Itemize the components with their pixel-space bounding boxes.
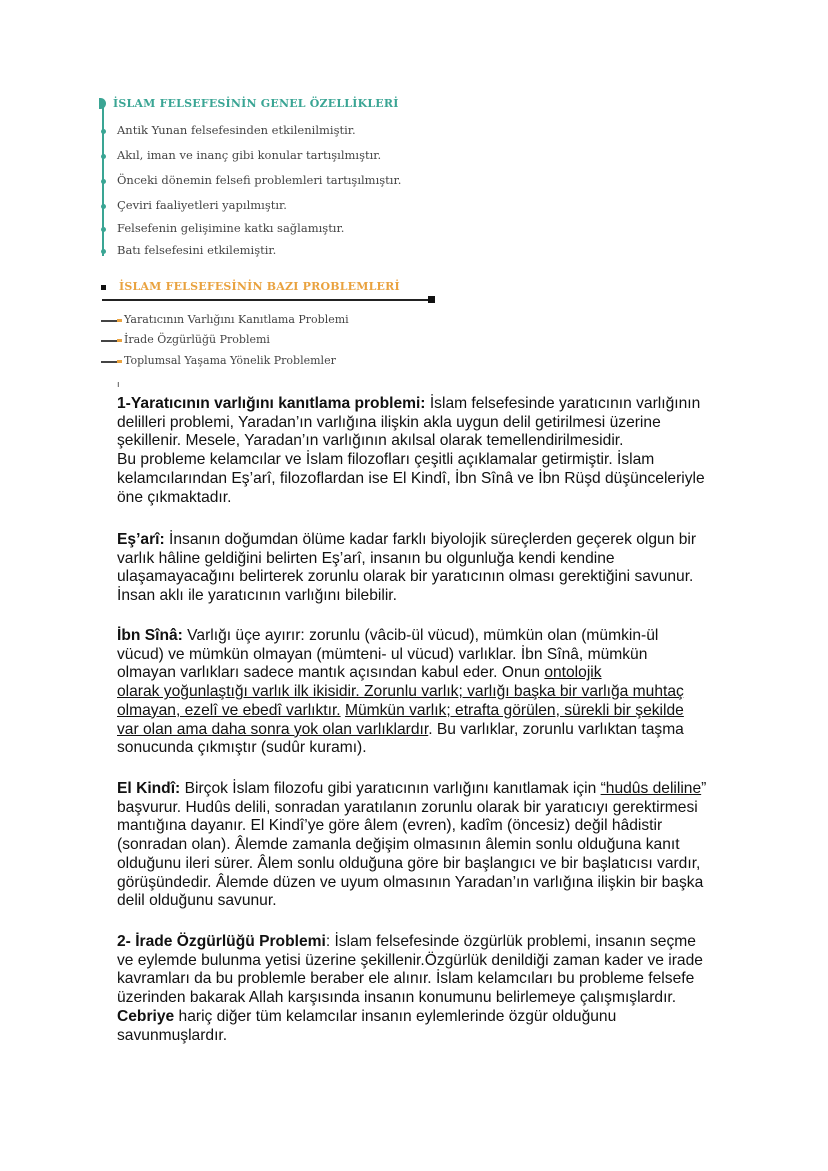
bold-term: 2- İrade Özgürlüğü Problemi xyxy=(117,933,326,950)
bullet-dot-icon xyxy=(101,179,106,184)
square-bullet-icon xyxy=(101,285,106,290)
underlined-text: “hudûs deliline xyxy=(600,780,702,797)
dash-icon xyxy=(101,361,118,363)
text-segment: ulaşamayacağını belirterek zorunlu olarak bir yaratıcının olması gerektiğini savunur. xyxy=(117,568,694,586)
feature-item: Batı felsefesini etkilemiştir. xyxy=(117,243,277,257)
text-segment: mantığına dayanır. El Kindî’ye göre âlem (evren), kadîm (öncesiz) değil hâdistir xyxy=(117,817,663,835)
text-segment: Varlığı üçe ayırır: zorunlu (vâcib-ül vücud), mümkün olan (mümkin-ül xyxy=(182,627,659,644)
text-segment: başvurur. Hudûs delili, sonradan yaratılanın zorunlu olarak bir yaratıcıyı gerektirmesi xyxy=(117,798,698,816)
bullet-dot-icon xyxy=(101,204,106,209)
orange-dot-icon xyxy=(117,319,122,322)
text-segment: ” xyxy=(701,780,707,797)
text-segment: Birçok İslam filozofu gibi yaratıcının varlığını kanıtlamak için xyxy=(180,780,601,797)
text-segment: olmayan varlıkları sadece mantık açısından kabul eder. Onun xyxy=(117,664,545,682)
text-segment: kavramları da bu problemle beraber ele alınır. İslam kelamcıları bu probleme felsefe xyxy=(117,970,695,988)
text-segment: kelamcılarından Eş’arî, filozoflardan ise El Kindî, İbn Sînâ ve İbn Rüşd düşünceleriyle xyxy=(117,469,705,487)
text-line xyxy=(117,702,684,721)
underlined-text: olmayan, ezelî ve ebedî varlıktır. xyxy=(117,701,341,719)
text-line xyxy=(117,646,684,665)
text-line xyxy=(117,952,703,971)
bold-term: 1-Yaratıcının varlığını kanıtlama problemi: xyxy=(117,395,426,412)
text-segment: ve eylemde bulunma yetisi üzerine şekillenir.Özgürlük denildiği zaman kader ve irade xyxy=(117,951,703,969)
text-line xyxy=(117,395,705,414)
dash-icon xyxy=(101,320,118,322)
text-line xyxy=(117,799,706,818)
text-line xyxy=(117,414,705,433)
bullet-dot-icon xyxy=(101,249,106,254)
text-segment: . Bu varlıklar, zorunlu varlıktan taşma xyxy=(428,720,684,738)
stray-mark: ı xyxy=(117,379,120,389)
text-line xyxy=(117,780,706,799)
text-segment: İslam felsefesinde yaratıcının varlığının xyxy=(425,395,701,412)
text-line xyxy=(117,683,684,702)
text-segment: hariç diğer tüm kelamcılar insanın eylemlerinde özgür olduğunu xyxy=(174,1007,617,1025)
text-segment: delilleri problemi, Yaradan’ın varlığına ilişkin akla uygun delil getirilmesi üzerine xyxy=(117,413,661,431)
text-line xyxy=(117,470,705,489)
bullet-dot-icon xyxy=(101,129,106,134)
feature-item: Akıl, iman ve inanç gibi konular tartışılmıştır. xyxy=(117,148,382,162)
text-line xyxy=(117,627,684,646)
text-line xyxy=(117,739,684,758)
orange-dot-icon xyxy=(117,339,122,342)
text-line xyxy=(117,1027,703,1046)
divider xyxy=(102,299,430,301)
text-segment: savunmuşlardır. xyxy=(117,1026,228,1044)
text-line xyxy=(117,817,706,836)
text-segment: görüşündedir. Âlemde düzen ve uyum olmasının Yaradan’ın varlığına ilişkin bir başka xyxy=(117,873,704,891)
text-segment: İnsan aklı ile yaratıcının varlığını bilebilir. xyxy=(117,587,397,605)
text-segment: : İslam felsefesinde özgürlük problemi, insanın seçme xyxy=(325,933,696,950)
feature-item: Çeviri faaliyetleri yapılmıştır. xyxy=(117,198,287,212)
paragraph-free-will xyxy=(117,933,703,1045)
text-segment: vücud) ve mümkün olmayan (mümteni- ul vücud) varlıklar. İbn Sînâ, mümkün xyxy=(117,645,648,663)
feature-item: Antik Yunan felsefesinden etkilenilmiştir. xyxy=(117,123,356,137)
bullet-dot-icon xyxy=(101,227,106,232)
text-line xyxy=(117,432,705,451)
paragraph-creator-existence xyxy=(117,395,705,507)
text-segment: şekillenir. Mesele, Yaradan’ın varlığının akılsal olarak temellendirilmesidir. xyxy=(117,432,624,450)
paragraph-ibn-sina xyxy=(117,627,684,758)
feature-item: Önceki dönemin felsefi problemleri tartışılmıştır. xyxy=(117,173,402,187)
text-segment: sonucunda çıkmıştır (sudûr kuramı). xyxy=(117,739,367,757)
problem-item: Yaratıcının Varlığını Kanıtlama Problemi xyxy=(124,313,349,326)
text-line xyxy=(117,989,703,1008)
text-line xyxy=(117,836,706,855)
bold-term: İbn Sînâ: xyxy=(117,627,183,644)
underlined-text: ontolojik xyxy=(544,664,602,682)
text-segment: üzerinden bakarak Allah karşısında insanın konumunu belirlemeye çalışmışlardır. xyxy=(117,989,677,1007)
text-segment: öne çıkmaktadır. xyxy=(117,488,232,506)
text-segment: (sonradan olan). Âlemde zamanla değişim olmasının âlemin sonlu olduğuna kanıt xyxy=(117,836,680,854)
text-segment: İnsanın doğumdan ölüme kadar farklı biyolojik süreçlerden geçerek olgun bir xyxy=(164,531,697,548)
text-segment: delil olduğunu savunur. xyxy=(117,892,277,910)
paragraph-esari xyxy=(117,531,696,606)
feature-item: Felsefenin gelişimine katkı sağlamıştır. xyxy=(117,221,345,235)
text-line xyxy=(117,721,684,740)
underlined-text: var olan ama daha sonra yok olan varlıklardır xyxy=(117,720,429,738)
problem-item: Toplumsal Yaşama Yönelik Problemler xyxy=(124,354,336,367)
features-title: İSLAM FELSEFESİNİN GENEL ÖZELLİKLERİ xyxy=(113,97,399,110)
problem-item: İrade Özgürlüğü Problemi xyxy=(124,333,270,346)
timeline-bar xyxy=(102,100,104,256)
dash-icon xyxy=(101,340,118,342)
bullet-dot-icon xyxy=(101,154,106,159)
underlined-text: Mümkün varlık; etrafta görülen, sürekli bir şekilde xyxy=(344,701,684,719)
paragraph-el-kindi xyxy=(117,780,706,911)
text-line xyxy=(117,568,696,587)
text-line xyxy=(117,970,703,989)
text-line xyxy=(117,855,706,874)
text-line xyxy=(117,892,706,911)
bold-term: Cebriye xyxy=(117,1007,175,1025)
text-line xyxy=(117,587,696,606)
timeline-cap xyxy=(99,98,106,109)
bold-term: Eş’arî: xyxy=(117,531,165,548)
text-line xyxy=(117,451,705,470)
text-line xyxy=(117,1008,703,1027)
bold-term: El Kindî: xyxy=(117,780,181,797)
text-line xyxy=(117,489,705,508)
text-line xyxy=(117,664,684,683)
text-segment: Bu probleme kelamcılar ve İslam filozofları çeşitli açıklamalar getirmiştir. İslam xyxy=(117,451,655,469)
orange-dot-icon xyxy=(117,360,122,363)
underlined-text: olarak yoğunlaştığı varlık ilk ikisidir. Zorunlu varlık; varlığı başka bir varlığa muhtaç xyxy=(117,683,684,701)
text-line xyxy=(117,933,703,952)
text-segment: varlık hâline geldiğini belirten Eş’arî, insanın bu olgunluğa kendi kendine xyxy=(117,549,615,567)
text-line xyxy=(117,550,696,569)
text-segment: olduğunu ileri sürer. Âlem sonlu olduğuna göre bir başlangıcı ve bir başlatıcısı vardır, xyxy=(117,854,701,872)
text-line xyxy=(117,874,706,893)
text-line xyxy=(117,531,696,550)
divider-end-icon xyxy=(428,296,435,303)
problems-title: İSLAM FELSEFESİNİN BAZI PROBLEMLERİ xyxy=(119,280,400,293)
